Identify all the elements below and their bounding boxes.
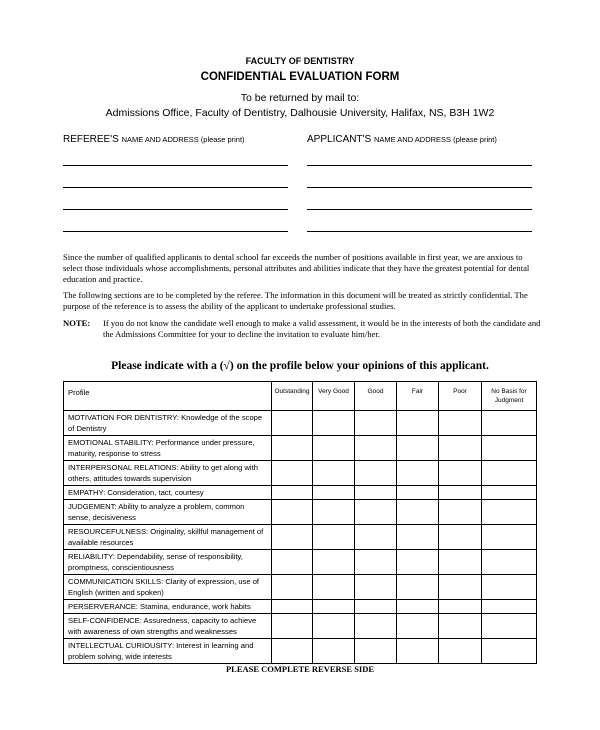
table-row [64,486,537,500]
profile-criterion: JUDGEMENT: Ability to analyze a problem, common sense, decisiveness [64,500,272,525]
rating-cell[interactable] [355,411,397,436]
column-header-profile: Profile [64,382,272,411]
rating-cell[interactable] [313,461,355,486]
column-header-rating: Good [355,382,397,411]
rating-cell[interactable] [439,461,482,486]
faculty-heading: FACULTY OF DENTISTRY [245,56,355,66]
rating-cell[interactable] [439,500,482,525]
rating-cell[interactable] [272,436,313,461]
rating-cell[interactable] [272,614,313,639]
footer-note: PLEASE COMPLETE REVERSE SIDE [225,664,375,674]
profile-criterion: RESOURCEFULNESS: Originality, skillful management of available resources [64,525,272,550]
rating-cell[interactable] [482,461,537,486]
return-line: To be returned by mail to: [240,92,360,104]
referee-line-4[interactable] [63,231,288,232]
rating-cell[interactable] [439,614,482,639]
rating-cell[interactable] [355,639,397,664]
applicant-label: APPLICANT'S NAME AND ADDRESS (please print) [307,134,497,145]
rating-cell[interactable] [482,525,537,550]
rating-cell[interactable] [313,600,355,614]
intro-paragraph-2: The following sections are to be completed by the referee. The information in this document will be treated as strictly confidential. The purpose of the reference is to assess the ability of the applicant to undertake professional studies. [63,290,528,311]
table-row [64,525,537,550]
rating-cell[interactable] [397,614,439,639]
rating-cell[interactable] [313,486,355,500]
referee-line-1[interactable] [63,165,288,166]
table-row [64,600,537,614]
referee-line-3[interactable] [63,209,288,210]
rating-cell[interactable] [397,461,439,486]
table-row [64,639,537,664]
note-text: If you do not know the candidate well enough to make a valid assessment, it would be in the interests of both the candidate and the Admissions Committee for your to decline the invitation to evaluate him/her. [103,318,541,339]
applicant-line-2[interactable] [307,187,532,188]
rating-cell[interactable] [397,436,439,461]
column-header-rating: Fair [397,382,439,411]
rating-cell[interactable] [355,550,397,575]
applicant-line-4[interactable] [307,231,532,232]
rating-cell[interactable] [397,600,439,614]
profile-criterion: EMOTIONAL STABILITY: Performance under pressure, maturity, response to stress [64,436,272,461]
rating-cell[interactable] [355,600,397,614]
rating-cell[interactable] [313,639,355,664]
rating-cell[interactable] [397,575,439,600]
table-row [64,461,537,486]
rating-cell[interactable] [272,600,313,614]
rating-cell[interactable] [482,550,537,575]
rating-cell[interactable] [272,575,313,600]
rating-cell[interactable] [355,614,397,639]
rating-cell[interactable] [355,436,397,461]
table-row [64,411,537,436]
rating-cell[interactable] [482,639,537,664]
rating-cell[interactable] [439,550,482,575]
profile-criterion: RELIABILITY: Dependability, sense of responsibility, promptness, conscientiousness [64,550,272,575]
rating-cell[interactable] [397,550,439,575]
rating-cell[interactable] [439,436,482,461]
rating-cell[interactable] [355,500,397,525]
rating-cell[interactable] [482,575,537,600]
rating-cell[interactable] [355,461,397,486]
applicant-line-1[interactable] [307,165,532,166]
rating-cell[interactable] [439,575,482,600]
table-row [64,550,537,575]
rating-cell[interactable] [355,486,397,500]
rating-cell[interactable] [397,500,439,525]
note-label: NOTE: [63,318,91,328]
column-header-rating: Poor [439,382,482,411]
rating-cell[interactable] [397,486,439,500]
rating-cell[interactable] [313,411,355,436]
rating-cell[interactable] [313,614,355,639]
rating-cell[interactable] [272,486,313,500]
profile-table [63,381,537,664]
rating-cell[interactable] [272,550,313,575]
referee-line-2[interactable] [63,187,288,188]
rating-cell[interactable] [313,436,355,461]
rating-cell[interactable] [272,500,313,525]
profile-criterion: MOTIVATION FOR DENTISTRY: Knowledge of the scope of Dentistry [64,411,272,436]
rating-cell[interactable] [397,411,439,436]
rating-cell[interactable] [355,525,397,550]
intro-paragraph-1: Since the number of qualified applicants to dental school far exceeds the number of positions available in first year, we are anxious to select those individuals whose accomplishments, personal attributes and abilities indicate that they have the greatest potential for dental education and practice. [63,252,530,284]
rating-cell[interactable] [482,436,537,461]
rating-cell[interactable] [439,600,482,614]
rating-cell[interactable] [482,411,537,436]
referee-label: REFEREE'S NAME AND ADDRESS (please print) [63,134,245,145]
instruction: Please indicate with a (√) on the profile below your opinions of this applicant. [111,360,489,372]
column-header-rating: Very Good [313,382,355,411]
note [63,318,543,340]
profile-criterion: PERSERVERANCE: Stamina, endurance, work habits [64,600,272,614]
rating-cell[interactable] [272,411,313,436]
rating-cell[interactable] [482,600,537,614]
table-row [64,614,537,639]
rating-cell[interactable] [313,500,355,525]
rating-cell[interactable] [272,639,313,664]
profile-criterion: INTELLECTUAL CURIOUSITY: Interest in learning and problem solving, wide interests [64,639,272,664]
table-row [64,575,537,600]
rating-cell[interactable] [397,639,439,664]
rating-cell[interactable] [313,575,355,600]
rating-cell[interactable] [397,525,439,550]
profile-criterion: COMMUNICATION SKILLS: Clarity of expression, use of English (written and spoken) [64,575,272,600]
rating-cell[interactable] [272,525,313,550]
column-header-rating: No Basis for Judgment [482,382,537,411]
rating-cell[interactable] [313,550,355,575]
rating-cell[interactable] [439,525,482,550]
table-row [64,436,537,461]
rating-cell[interactable] [355,575,397,600]
column-header-rating: Outstanding [272,382,313,411]
rating-cell[interactable] [313,525,355,550]
rating-cell[interactable] [439,639,482,664]
profile-criterion: INTERPERSONAL RELATIONS: Ability to get along with others, attitudes towards supervision [64,461,272,486]
profile-criterion: EMPATHY: Consideration, tact, courtesy [64,486,272,500]
rating-cell[interactable] [482,500,537,525]
form-title: CONFIDENTIAL EVALUATION FORM [200,71,400,83]
rating-cell[interactable] [272,461,313,486]
table-row [64,500,537,525]
rating-cell[interactable] [482,486,537,500]
profile-criterion: SELF-CONFIDENCE: Assuredness, capacity to achieve with awareness of own strengths and weaknesses [64,614,272,639]
rating-cell[interactable] [439,411,482,436]
rating-cell[interactable] [439,486,482,500]
rating-cell[interactable] [482,614,537,639]
applicant-line-3[interactable] [307,209,532,210]
mailing-address: Admissions Office, Faculty of Dentistry, Dalhousie University, Halifax, NS, B3H 1W2 [105,107,495,119]
